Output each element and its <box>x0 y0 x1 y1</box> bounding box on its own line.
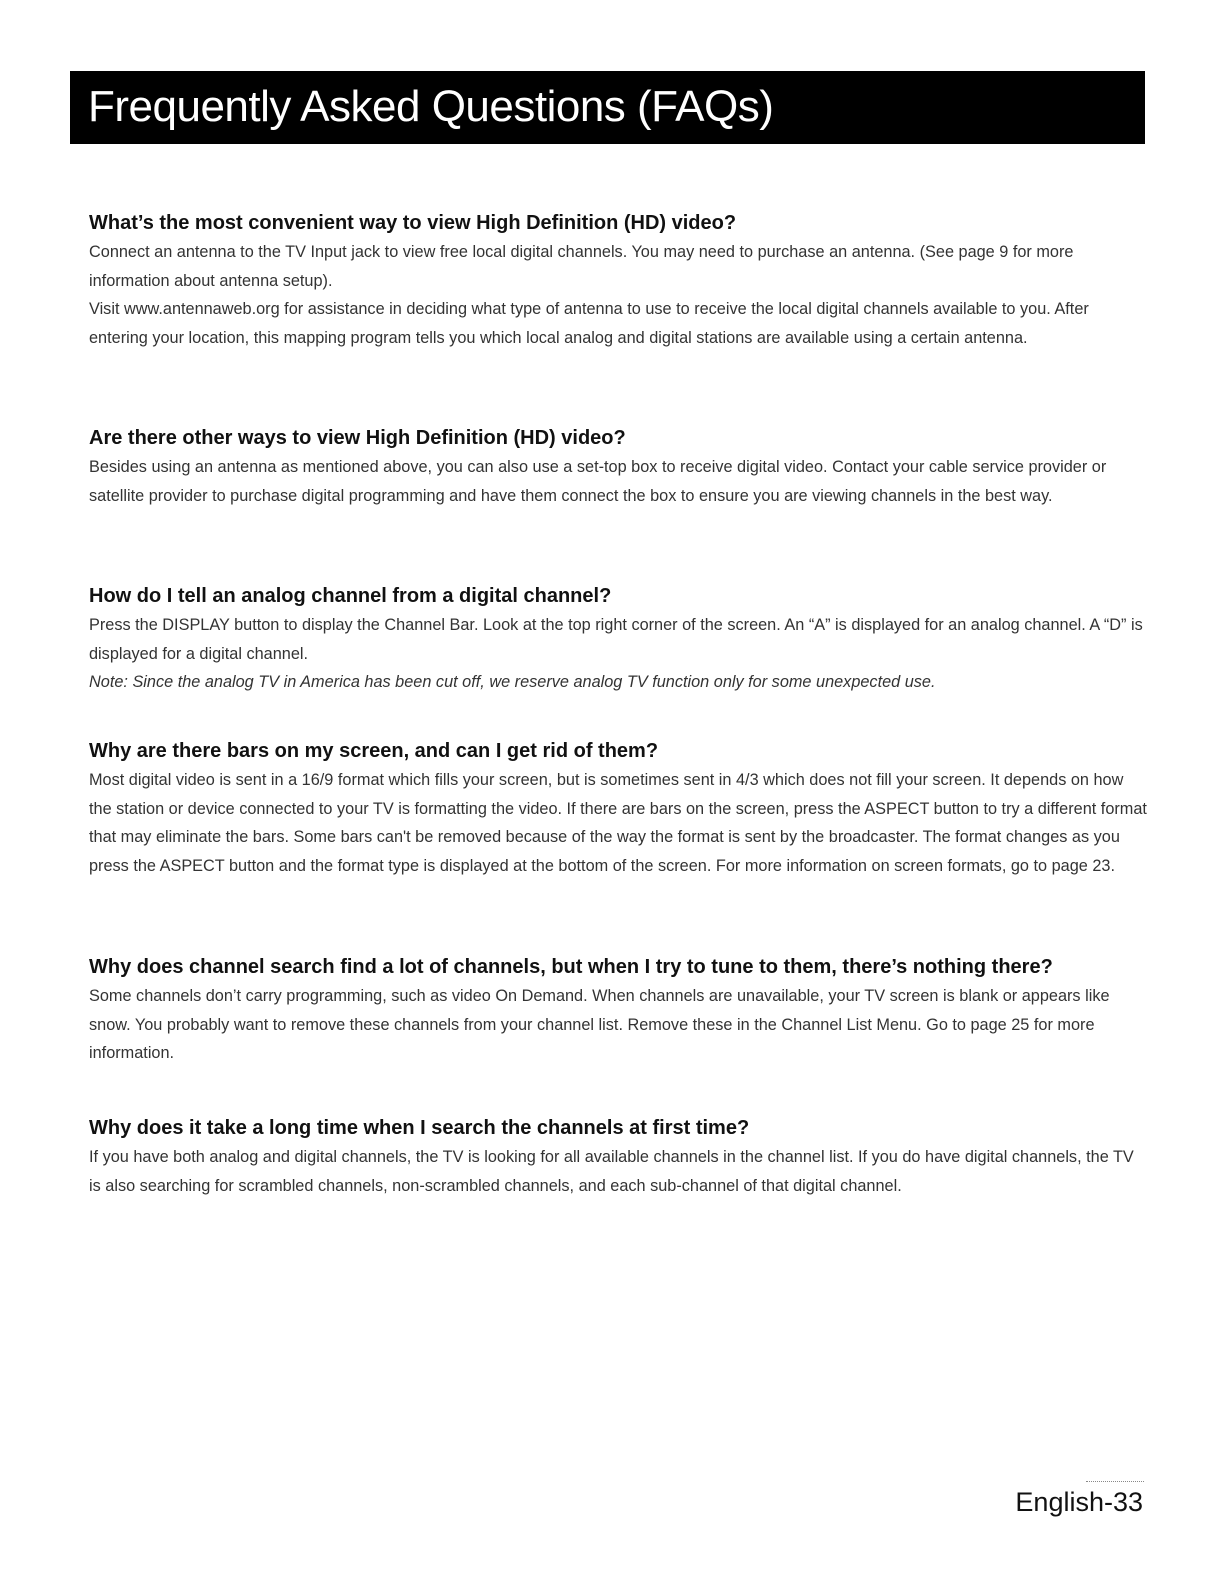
header-bar <box>70 71 1145 144</box>
page-number: English-33 <box>1015 1487 1143 1517</box>
faq-item-analog-vs-digital <box>89 583 1149 697</box>
faq-item-screen-bars <box>89 738 1149 880</box>
faq-answer-paragraph: Connect an antenna to the TV Input jack to view free local digital channels. You may need to purchase an antenna. (See page 9 for more information about antenna setup). <box>89 243 1074 290</box>
faq-answer-paragraph: Press the DISPLAY button to display the Channel Bar. Look at the top right corner of the screen. An “A” is displayed for an analog channel. A “D” is displayed for a digital channel. <box>89 616 1143 663</box>
faq-answer <box>89 611 1149 697</box>
faq-question: Are there other ways to view High Definition (HD) video? <box>89 427 626 449</box>
faq-answer <box>89 766 1149 880</box>
faq-answer-paragraph: If you have both analog and digital channels, the TV is looking for all available channels in the channel list. If you do have digital channels, the TV is also searching for scrambled channels, non-scrambled channels, and each sub-channel of that digital channel. <box>89 1148 1134 1195</box>
faq-question: How do I tell an analog channel from a digital channel? <box>89 585 612 607</box>
faq-note: Note: Since the analog TV in America has been cut off, we reserve analog TV function only for some unexpected use. <box>89 673 936 691</box>
faq-answer-paragraph: Most digital video is sent in a 16/9 format which fills your screen, but is sometimes sent in 4/3 which does not fill your screen. It depends on how the station or device connected to your TV is formatting the video. If there are bars on the screen, press the ASPECT button to try a different format that may eliminate the bars. Some bars can't be removed because of the way the format is sent by the broadcaster. The format changes as you press the ASPECT button and the format type is displayed at the bottom of the screen. For more information on screen formats, go to page 23. <box>89 771 1147 875</box>
faq-question: What’s the most convenient way to view High Definition (HD) video? <box>89 212 737 234</box>
faq-item-channel-search-empty <box>89 954 1149 1068</box>
faq-question: Why does it take a long time when I search the channels at first time? <box>89 1117 750 1139</box>
faq-question: Why are there bars on my screen, and can I get rid of them? <box>89 740 659 762</box>
faq-item-search-long-time <box>89 1115 1149 1200</box>
page-title: Frequently Asked Questions (FAQs) <box>88 82 774 131</box>
faq-answer-paragraph: Some channels don’t carry programming, such as video On Demand. When channels are unavailable, your TV screen is blank or appears like snow. You probably want to remove these channels from your channel list. Remove these in the Channel List Menu. Go to page 25 for more information. <box>89 987 1110 1062</box>
faq-question: Why does channel search find a lot of channels, but when I try to tune to them, there’s nothing there? <box>89 956 1053 978</box>
faq-item-hd-convenient <box>89 210 1149 352</box>
faq-answer <box>89 1143 1149 1200</box>
faq-answer-paragraph: Besides using an antenna as mentioned above, you can also use a set-top box to receive digital video. Contact your cable service provider or satellite provider to purchase digital programming and have them connect the box to ensure you are viewing channels in the best way. <box>89 458 1107 505</box>
faq-answer <box>89 982 1149 1068</box>
faq-answer <box>89 453 1149 510</box>
footer-divider <box>1086 1481 1144 1482</box>
faq-answer <box>89 238 1149 352</box>
faq-item-hd-other-ways <box>89 425 1149 510</box>
faq-answer-paragraph: Visit www.antennaweb.org for assistance in deciding what type of antenna to use to receive the local digital channels available to you. After entering your location, this mapping program tells you which local analog and digital stations are available using a certain antenna. <box>89 300 1089 347</box>
